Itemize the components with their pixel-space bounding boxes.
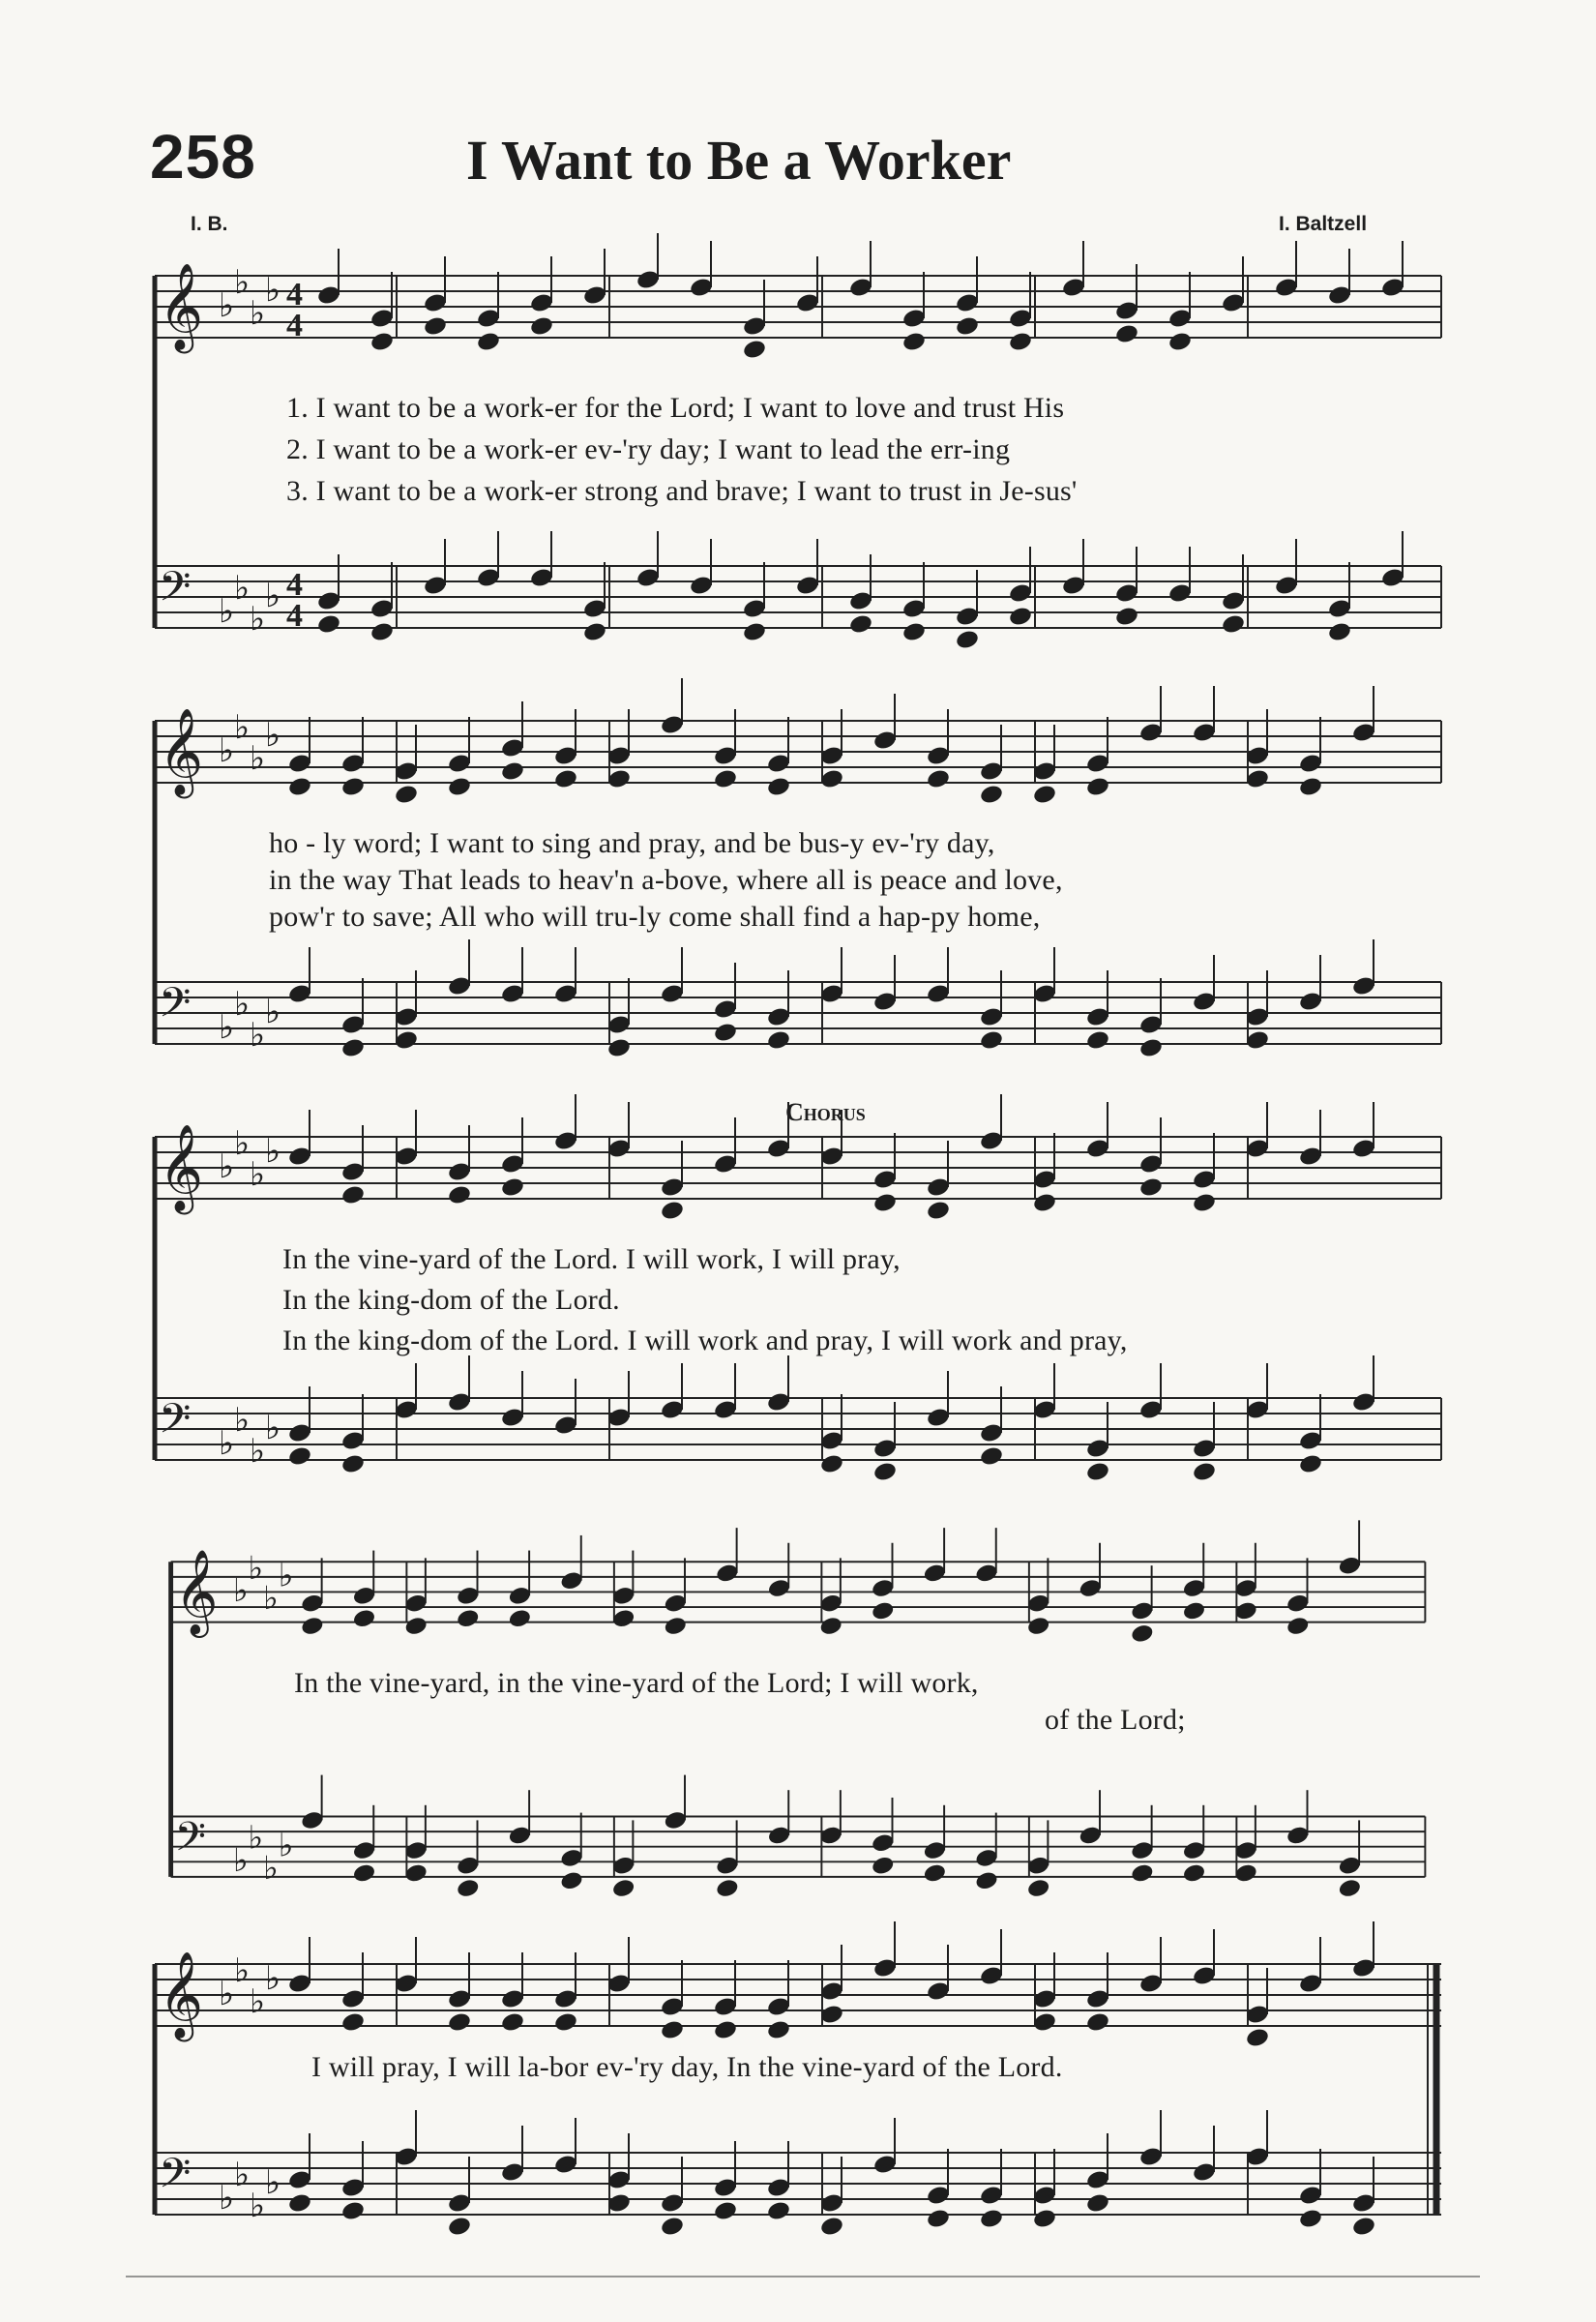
music-system-3 [155, 1098, 1441, 1504]
lyric-line: 2. I want to be a work-er ev-'ry day; I want to lead the err-ing [286, 433, 1011, 465]
flat-icon: ♭ [278, 1556, 294, 1594]
words-credit: I. B. [191, 213, 228, 235]
note-head-icon [1114, 606, 1139, 628]
note-head-icon [766, 2019, 791, 2041]
note-head-icon [1130, 1622, 1154, 1644]
note-head-icon [287, 2192, 312, 2215]
flat-icon: ♭ [234, 263, 251, 302]
note-head-icon [352, 1862, 376, 1884]
lyric-line: in the way That leads to heav'n a-bove, where all is peace and love, [269, 864, 1063, 896]
flat-icon: ♭ [219, 592, 235, 631]
note-head-icon [500, 1176, 525, 1199]
note-head-icon [848, 613, 873, 636]
flat-icon: ♭ [250, 600, 266, 639]
note-head-icon [553, 2011, 578, 2034]
hymn-title: I Want to Be a Worker [466, 129, 1012, 192]
note-head-icon [1182, 1600, 1206, 1622]
note-head-icon [1138, 1176, 1164, 1199]
flat-icon: ♭ [234, 1401, 251, 1440]
note-head-icon [872, 1192, 898, 1214]
note-head-icon [1286, 1616, 1310, 1637]
staff-notation [155, 1533, 1441, 1911]
note-head-icon [508, 1608, 532, 1629]
note-head-icon [1085, 1029, 1110, 1052]
flat-icon: ♭ [234, 1124, 251, 1163]
hymn-header [145, 116, 1461, 203]
note-head-icon [664, 1616, 688, 1637]
note-head-icon [340, 2011, 366, 2034]
lyric-line: 1. I want to be a work-er for the Lord; I want to love and trust His [286, 392, 1065, 424]
flat-icon: ♭ [265, 2163, 281, 2202]
note-head-icon [901, 331, 927, 353]
page-rule [126, 2276, 1480, 2277]
flat-icon: ♭ [265, 716, 281, 755]
note-head-icon [1221, 613, 1246, 636]
note-head-icon [1182, 1862, 1206, 1884]
note-head-icon [316, 613, 341, 636]
note-head-icon [1085, 1461, 1110, 1483]
chorus-label: Chorus [785, 1098, 866, 1126]
flat-icon: ♭ [250, 1982, 266, 2021]
staff [155, 531, 1441, 650]
lyric-line: 3. I want to be a work-er strong and brave; I want to trust in Je-sus' [286, 475, 1078, 507]
note-head-icon [1192, 1461, 1217, 1483]
note-head-icon [553, 768, 578, 790]
lyric-line: of the Lord; [1045, 1704, 1186, 1736]
note-head-icon [447, 2011, 472, 2034]
note-head-icon [1245, 2027, 1270, 2049]
staff [155, 2110, 1441, 2237]
lyric-line: In the king-dom of the Lord. I will work and pray, I will work and pray, [282, 1325, 1128, 1356]
flat-icon: ♭ [248, 1818, 264, 1857]
flat-icon: ♭ [265, 577, 281, 615]
note-head-icon [611, 1878, 635, 1899]
treble-clef-icon: 𝄞 [159, 1951, 204, 2039]
note-head-icon [713, 768, 738, 790]
flat-icon: ♭ [232, 1841, 249, 1880]
flat-icon: ♭ [265, 993, 281, 1031]
flat-icon: ♭ [250, 739, 266, 778]
time-signature-icon: 4 [286, 567, 303, 603]
note-head-icon [713, 2200, 738, 2222]
staff [155, 939, 1441, 1058]
note-head-icon [456, 1608, 480, 1629]
flat-icon: ♭ [219, 286, 235, 325]
note-head-icon [1327, 621, 1352, 643]
staff [171, 1520, 1426, 1644]
note-head-icon [713, 1022, 738, 1044]
music-system-5 [155, 1945, 1441, 2254]
note-head-icon [926, 2208, 951, 2230]
flat-icon: ♭ [232, 1571, 249, 1610]
note-head-icon [923, 1862, 947, 1884]
flat-icon: ♭ [265, 1959, 281, 1998]
note-head-icon [447, 776, 472, 798]
note-head-icon [979, 784, 1004, 806]
bass-clef-icon: 𝄢 [159, 2150, 192, 2208]
staff [155, 1921, 1441, 2048]
note-head-icon [660, 2216, 685, 2238]
bass-clef-icon: 𝄢 [159, 979, 192, 1037]
flat-icon: ♭ [278, 1826, 294, 1864]
flat-icon: ♭ [234, 708, 251, 747]
note-head-icon [871, 1600, 895, 1622]
time-signature-icon: 4 [286, 277, 303, 313]
note-head-icon [766, 776, 791, 798]
note-head-icon [1351, 2216, 1376, 2238]
time-signature-icon: 4 [286, 308, 303, 343]
flat-icon: ♭ [234, 1951, 251, 1990]
note-head-icon [926, 1200, 951, 1222]
note-head-icon [872, 1461, 898, 1483]
flat-icon: ♭ [250, 2187, 266, 2225]
music-credit: I. Baltzell [1279, 213, 1368, 235]
note-head-icon [1130, 1862, 1154, 1884]
note-head-icon [1298, 776, 1323, 798]
note-head-icon [1026, 1878, 1050, 1899]
note-head-icon [955, 315, 980, 338]
note-head-icon [1008, 331, 1033, 353]
treble-clef-icon: 𝄞 [174, 1547, 219, 1634]
flat-icon: ♭ [263, 1848, 279, 1887]
note-head-icon [287, 1445, 312, 1468]
lyric-line: In the vine-yard of the Lord. I will work, I will pray, [282, 1243, 901, 1275]
note-head-icon [901, 621, 927, 643]
flat-icon: ♭ [250, 294, 266, 333]
note-head-icon [1298, 2208, 1323, 2230]
treble-clef-icon: 𝄞 [159, 1124, 204, 1211]
flat-icon: ♭ [219, 1975, 235, 2013]
note-head-icon [423, 315, 448, 338]
flat-icon: ♭ [248, 1548, 264, 1587]
note-head-icon [1338, 1878, 1362, 1899]
lyric-line: pow'r to save; All who will tru-ly come shall find a hap-py home, [269, 901, 1041, 933]
note-head-icon [340, 776, 366, 798]
flat-icon: ♭ [250, 1155, 266, 1194]
hymn-number: 258 [150, 122, 256, 192]
note-head-icon [340, 2200, 366, 2222]
flat-icon: ♭ [234, 985, 251, 1024]
note-head-icon [1138, 1037, 1164, 1059]
note-head-icon [955, 629, 980, 651]
note-head-icon [871, 1855, 895, 1876]
lyric-line: In the king-dom of the Lord. [282, 1284, 620, 1316]
note-head-icon [1032, 784, 1057, 806]
note-head-icon [1008, 606, 1033, 628]
staff-notation [155, 1945, 1441, 2254]
note-head-icon [369, 331, 395, 353]
note-head-icon [559, 1870, 583, 1891]
note-head-icon [1192, 1192, 1217, 1214]
flat-icon: ♭ [265, 1409, 281, 1447]
note-head-icon [476, 331, 501, 353]
note-head-icon [1167, 331, 1193, 353]
note-head-icon [1085, 2192, 1110, 2215]
staff [155, 678, 1441, 805]
note-head-icon [979, 1029, 1004, 1052]
flat-icon: ♭ [265, 271, 281, 310]
note-head-icon [287, 776, 312, 798]
note-head-icon [1085, 776, 1110, 798]
lyric-line: ho - ly word; I want to sing and pray, and be bus-y ev-'ry day, [269, 827, 995, 859]
note-head-icon [742, 621, 767, 643]
bass-clef-icon: 𝄢 [174, 1812, 207, 1870]
note-head-icon [742, 339, 767, 361]
note-head-icon [979, 2208, 1004, 2230]
flat-icon: ♭ [219, 1424, 235, 1463]
note-head-icon [447, 1184, 472, 1206]
note-head-icon [713, 2019, 738, 2041]
flat-icon: ♭ [219, 1008, 235, 1047]
note-head-icon [394, 784, 419, 806]
music-system-1 [155, 247, 1441, 653]
note-head-icon [456, 1878, 480, 1899]
flat-icon: ♭ [250, 1432, 266, 1471]
treble-clef-icon: 𝄞 [159, 708, 204, 795]
note-head-icon [766, 1029, 791, 1052]
note-head-icon [974, 1870, 998, 1891]
lyric-line: I will pray, I will la-bor ev-'ry day, In the vine-yard of the Lord. [311, 2051, 1063, 2083]
staff [171, 1775, 1426, 1899]
flat-icon: ♭ [219, 731, 235, 770]
music-system-2 [155, 692, 1441, 1079]
note-head-icon [766, 2200, 791, 2222]
bass-clef-icon: 𝄢 [159, 563, 192, 621]
flat-icon: ♭ [234, 569, 251, 608]
flat-icon: ♭ [265, 1132, 281, 1171]
note-head-icon [340, 1037, 366, 1059]
flat-icon: ♭ [219, 2179, 235, 2218]
note-head-icon [447, 2216, 472, 2238]
flat-icon: ♭ [250, 1016, 266, 1055]
flat-icon: ♭ [219, 1147, 235, 1186]
note-head-icon [660, 1200, 685, 1222]
note-head-icon [819, 2216, 844, 2238]
note-head-icon [340, 1453, 366, 1475]
note-head-icon [340, 1184, 366, 1206]
treble-clef-icon: 𝄞 [159, 263, 204, 350]
flat-icon: ♭ [234, 2156, 251, 2194]
note-head-icon [1085, 2011, 1110, 2034]
note-head-icon [582, 621, 607, 643]
note-head-icon [926, 768, 951, 790]
staff [155, 233, 1441, 360]
music-system-4 [155, 1533, 1441, 1911]
note-head-icon [352, 1608, 376, 1629]
bass-clef-icon: 𝄢 [159, 1395, 192, 1453]
flat-icon: ♭ [263, 1579, 279, 1617]
lyric-line: In the vine-yard, in the vine-yard of the Lord; I will work, [294, 1667, 979, 1699]
staff [155, 1355, 1441, 1482]
note-head-icon [660, 2019, 685, 2041]
note-head-icon [529, 315, 554, 338]
note-head-icon [979, 1445, 1004, 1468]
note-head-icon [1298, 1453, 1323, 1475]
note-head-icon [1114, 323, 1139, 345]
note-head-icon [500, 2011, 525, 2034]
note-head-icon [715, 1878, 739, 1899]
note-head-icon [369, 621, 395, 643]
note-head-icon [500, 760, 525, 783]
note-head-icon [300, 1616, 324, 1637]
time-signature-icon: 4 [286, 598, 303, 634]
